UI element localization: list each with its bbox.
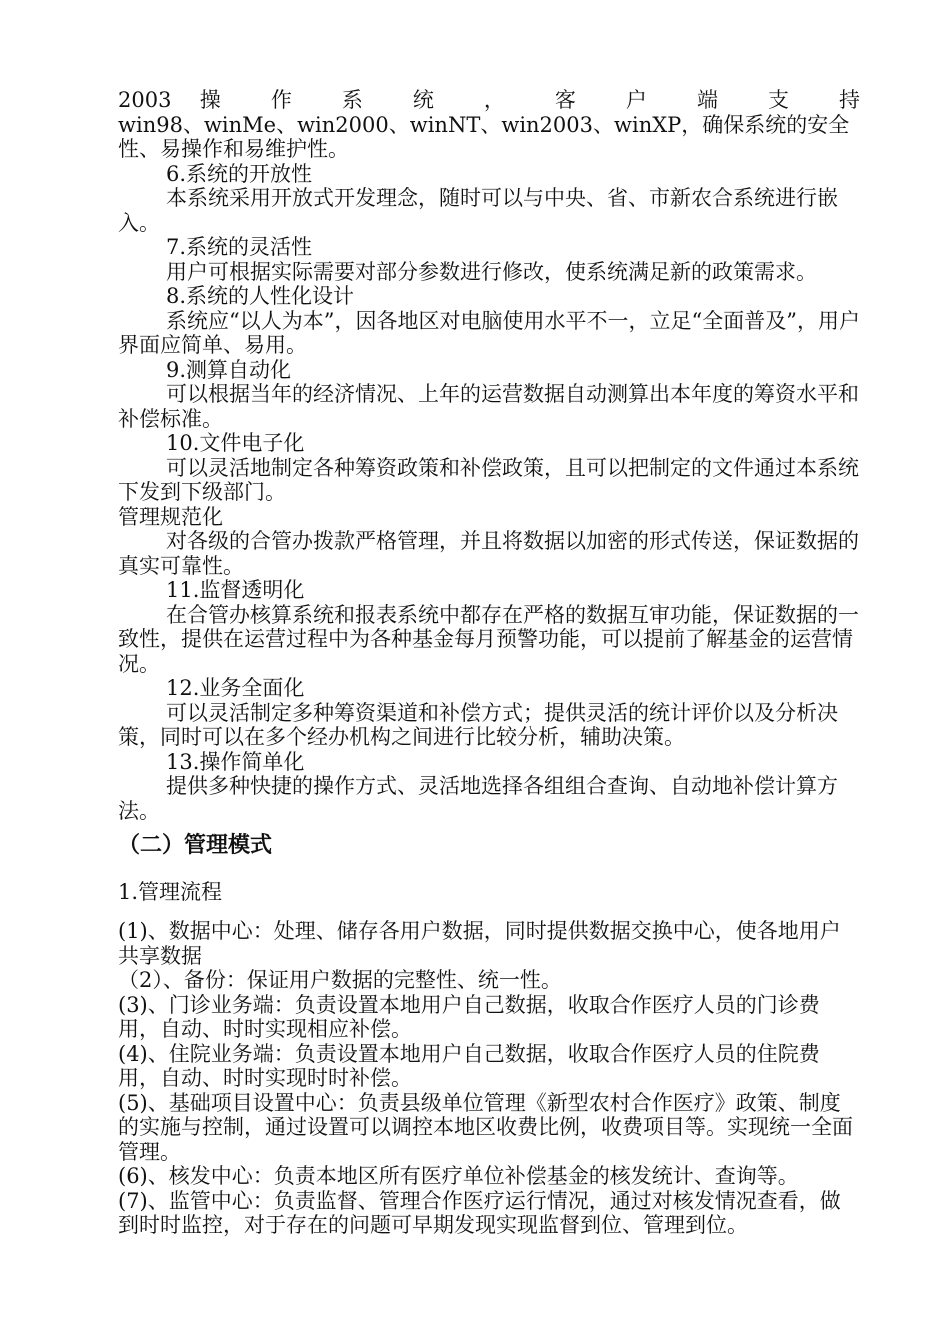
section-body-11: 在合管办核算系统和报表系统中都存在严格的数据互审功能，保证数据的一致性，提供在运营过程中为各种基金每月预警功能，可以提前了解基金的运营情况。 — [118, 602, 859, 676]
flow-item-2: （2）、备份：保证用户数据的完整性、统一性。 — [118, 968, 562, 992]
subheading-management-flow: 1.管理流程 — [118, 880, 223, 904]
management-label: 管理规范化 — [118, 504, 223, 529]
section-title-11: 11.监督透明化 — [166, 578, 305, 602]
section-heading-management-mode: （二）管理模式 — [118, 833, 273, 858]
section-body-10: 可以灵活地制定各种筹资政策和补偿政策，且可以把制定的文件通过本系统下发到下级部门。 — [118, 455, 859, 504]
section-body-13: 提供多种快捷的操作方式、灵活地选择各组组合查询、自动地补偿计算方法。 — [118, 774, 838, 823]
flow-item-6: (6)、核发中心：负责本地区所有医疗单位补偿基金的核发统计、查询等。 — [118, 1164, 799, 1188]
flow-item-5: (5)、基础项目设置中心：负责县级单位管理《新型农村合作医疗》政策、制度的实施与控制，通过设置可以调控本地区收费比例，收费项目等。实现统一全面管理。 — [118, 1090, 853, 1164]
section-body-12: 可以灵活制定多种筹资渠道和补偿方式；提供灵活的统计评价以及分析决策，同时可以在多个经办机构之间进行比较分析，辅助决策。 — [118, 700, 838, 749]
section-body-9: 可以根据当年的经济情况、上年的运营数据自动测算出本年度的筹资水平和补偿标准。 — [118, 382, 859, 431]
section-title-9: 9.测算自动化 — [166, 357, 292, 382]
section-title-12: 12.业务全面化 — [166, 676, 305, 700]
flow-item-4: (4)、住院业务端：负责设置本地用户自己数据，收取合作医疗人员的住院费用，自动、时时实现时时补偿。 — [118, 1041, 820, 1090]
flow-item-1: (1)、数据中心：处理、储存各用户数据，同时提供数据交换中心，使各地用户共享数据 — [118, 919, 841, 968]
section-body-6: 本系统采用开放式开发理念，随时可以与中央、省、市新农合系统进行嵌入。 — [118, 186, 838, 235]
section-title-6: 6.系统的开放性 — [166, 161, 313, 186]
os-line-1: 2003 操 作 系 统 ， 客 户 端 支 持 — [118, 88, 860, 112]
os-line-2: win98、winMe、win2000、winNT、win2003、winXP，确保系统的安全性、易操作和易维护性。 — [118, 112, 850, 161]
document-body — [118, 88, 860, 1238]
flow-item-3: (3)、门诊业务端：负责设置本地用户自己数据，收取合作医疗人员的门诊费用，自动、时时实现相应补偿。 — [118, 992, 820, 1041]
section-title-7: 7.系统的灵活性 — [166, 235, 313, 259]
section-title-10: 10.文件电子化 — [166, 431, 305, 455]
section-title-8: 8.系统的人性化设计 — [166, 284, 355, 308]
section-body-7: 用户可根据实际需要对部分参数进行修改，使系统满足新的政策需求。 — [166, 259, 817, 284]
flow-item-7: (7)、监管中心：负责监督、管理合作医疗运行情况，通过对核发情况查看，做到时时监控，对于存在的问题可早期发现实现监督到位、管理到位。 — [118, 1188, 841, 1237]
section-body-8: 系统应“以人为本”，因各地区对电脑使用水平不一，立足“全面普及”，用户界面应简单、易用。 — [118, 308, 860, 357]
management-body: 对各级的合管办拨款严格管理，并且将数据以加密的形式传送，保证数据的真实可靠性。 — [118, 529, 859, 578]
section-title-13: 13.操作简单化 — [166, 749, 305, 774]
